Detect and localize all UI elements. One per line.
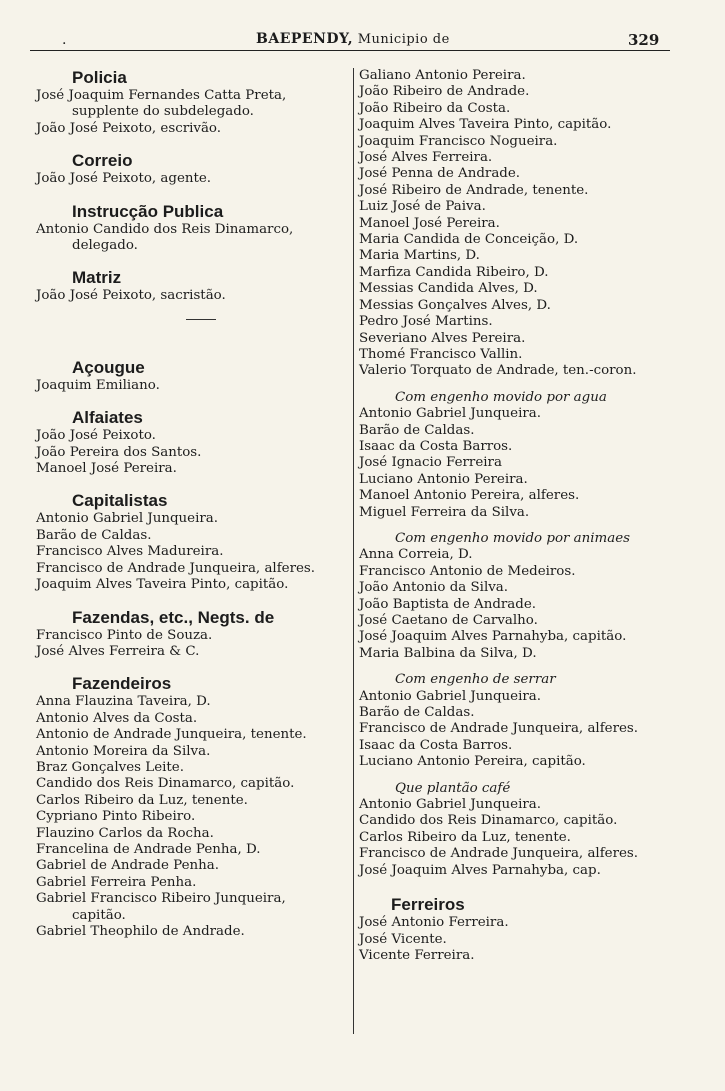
list-item: João Baptista de Andrade. [359, 596, 537, 612]
list-item: Isaac da Costa Barros. [359, 438, 513, 454]
list-item: Messias Candida Alves, D. [359, 281, 538, 297]
list-item: Manoel José Pereira. [359, 215, 500, 231]
list-item: Carlos Ribeiro da Luz, tenente. [359, 829, 571, 845]
list-item: Barão de Caldas. [359, 422, 475, 438]
list-item: Antonio Gabriel Junqueira. [359, 406, 542, 422]
list-item: Luciano Antonio Pereira, capitão. [359, 754, 586, 770]
running-title-rest: Municipio de [353, 32, 450, 47]
list-item: Flauzino Carlos da Rocha. [36, 825, 214, 841]
list-item: José Vicente. [359, 931, 447, 947]
subheading-plantao-cafe: Que plantão café [395, 780, 511, 796]
list-item: Francisco de Andrade Junqueira, alferes. [359, 846, 639, 862]
entry-line: Antonio Candido dos Reis Dinamarco, [36, 221, 294, 237]
entry-line: João José Peixoto, agente. [36, 171, 212, 187]
list-item: Antonio Gabriel Junqueira. [36, 511, 219, 527]
entry-line: João José Peixoto, escrivão. [36, 120, 222, 136]
list-item: João Antonio da Silva. [359, 580, 509, 596]
list-item: Isaac da Costa Barros. [359, 737, 513, 753]
entry-line: Joaquim Emiliano. [36, 377, 160, 393]
list-item: Manoel Antonio Pereira, alferes. [359, 488, 580, 504]
section-heading-fazendeiros: Fazendeiros [72, 674, 172, 694]
list-item: Carlos Ribeiro da Luz, tenente. [36, 792, 248, 808]
right-column [359, 68, 679, 964]
list-item: Gabriel de Andrade Penha. [36, 858, 219, 874]
list-item: José Alves Ferreira. [359, 150, 493, 166]
entry-line: supplente do subdelegado. [72, 104, 254, 120]
list-item: Marfiza Candida Ribeiro, D. [359, 264, 549, 280]
list-item: Maria Balbina da Silva, D. [359, 645, 537, 661]
list-item: José Caetano de Carvalho. [359, 613, 538, 628]
list-item: João Ribeiro de Andrade. [359, 84, 530, 100]
entry-line: João José Peixoto, sacristão. [36, 288, 226, 304]
page-header [0, 26, 725, 50]
list-item: Francisco de Andrade Junqueira, alferes. [359, 721, 639, 737]
list-item: Valerio Torquato de Andrade, ten.-coron. [359, 363, 637, 379]
spacer [36, 320, 354, 358]
list-item: Candido dos Reis Dinamarco, capitão. [36, 776, 295, 792]
section-heading-matriz: Matriz [72, 268, 122, 288]
list-item: José Alves Ferreira & C. [36, 643, 200, 659]
list-item: Pedro José Martins. [359, 314, 493, 330]
list-item: Francisco Antonio de Medeiros. [359, 563, 576, 579]
section-heading-correio: Correio [72, 151, 133, 171]
section-heading-capitalistas: Capitalistas [72, 491, 168, 511]
header-dot: . [62, 32, 67, 48]
section-heading-instrucao: Instrucção Publica [72, 201, 224, 221]
list-item: Vicente Ferreira. [359, 947, 475, 963]
section-heading-ferreiros: Ferreiros [391, 895, 465, 915]
list-item: Joaquim Alves Taveira Pinto, capitão. [36, 577, 289, 593]
section-heading-policia: Policia [72, 68, 127, 87]
list-item: Severiano Alves Pereira. [359, 330, 526, 346]
running-title [256, 31, 450, 47]
list-item: José Joaquim Alves Parnahyba, cap. [359, 862, 601, 878]
list-item: Gabriel Ferreira Penha. [36, 874, 197, 890]
list-item: Francelina de Andrade Penha, D. [36, 841, 261, 857]
list-item: Francisco Pinto de Souza. [36, 627, 213, 643]
list-item: Antonio Gabriel Junqueira. [359, 688, 542, 704]
list-item: Cypriano Pinto Ribeiro. [36, 809, 196, 825]
list-item: Francisco de Andrade Junqueira, alferes. [36, 560, 316, 576]
header-rule [30, 50, 670, 51]
list-item: Barão de Caldas. [359, 705, 475, 721]
list-item: Anna Correia, D. [359, 547, 473, 563]
list-item: João Pereira dos Santos. [36, 444, 202, 460]
subheading-engenho-agua: Com engenho movido por agua [395, 389, 607, 405]
section-heading-alfaiates: Alfaiates [72, 408, 143, 428]
subheading-engenho-serrar: Com engenho de serrar [395, 672, 556, 688]
list-item: José Ribeiro de Andrade, tenente. [359, 182, 589, 198]
list-item: Gabriel Francisco Ribeiro Junqueira, [36, 891, 286, 907]
list-item: João José Peixoto. [36, 428, 156, 444]
list-item: Maria Candida de Conceição, D. [359, 232, 579, 248]
running-title-bold: BAEPENDY, [256, 31, 354, 47]
list-item: Braz Gonçalves Leite. [36, 759, 184, 775]
left-column [36, 68, 354, 940]
list-item: Joaquim Alves Taveira Pinto, capitão. [359, 117, 612, 133]
list-item: Candido dos Reis Dinamarco, capitão. [359, 813, 618, 829]
entry-line: delegado. [72, 238, 138, 254]
list-item: Francisco Alves Madureira. [36, 544, 224, 560]
entry-line: José Joaquim Fernandes Catta Preta, [36, 88, 287, 103]
list-item: José Joaquim Alves Parnahyba, capitão. [359, 629, 627, 645]
list-item-continuation: capitão. [72, 907, 126, 923]
list-item: José Ignacio Ferreira [359, 455, 502, 471]
list-item: João Ribeiro da Costa. [359, 100, 511, 116]
list-item: Manoel José Pereira. [36, 461, 177, 477]
list-item: Messias Gonçalves Alves, D. [359, 297, 551, 313]
list-item: Antonio Gabriel Junqueira. [359, 797, 542, 813]
list-item: Antonio Alves da Costa. [36, 710, 198, 726]
list-item: Gabriel Theophilo de Andrade. [36, 924, 245, 939]
list-item: Antonio de Andrade Junqueira, tenente. [36, 727, 307, 743]
list-item: José Penna de Andrade. [359, 166, 521, 182]
list-item: Luciano Antonio Pereira. [359, 471, 528, 487]
list-item: Barão de Caldas. [36, 527, 152, 543]
subheading-engenho-animaes: Com engenho movido por animaes [395, 530, 631, 546]
section-heading-fazendas: Fazendas, etc., Negts. de [72, 607, 275, 627]
list-item: Joaquim Francisco Nogueira. [359, 133, 558, 149]
page-number: 329 [628, 31, 660, 49]
list-item: Miguel Ferreira da Silva. [359, 504, 530, 520]
list-item: Luiz José de Paiva. [359, 199, 486, 215]
list-item: Galiano Antonio Pereira. [359, 68, 526, 83]
list-item: Maria Martins, D. [359, 248, 480, 264]
section-heading-acougue: Açougue [72, 357, 145, 377]
list-item: José Antonio Ferreira. [359, 915, 509, 931]
list-item: Antonio Moreira da Silva. [36, 743, 211, 759]
list-item: Anna Flauzina Taveira, D. [36, 694, 211, 710]
list-item: Thomé Francisco Vallin. [359, 346, 523, 362]
